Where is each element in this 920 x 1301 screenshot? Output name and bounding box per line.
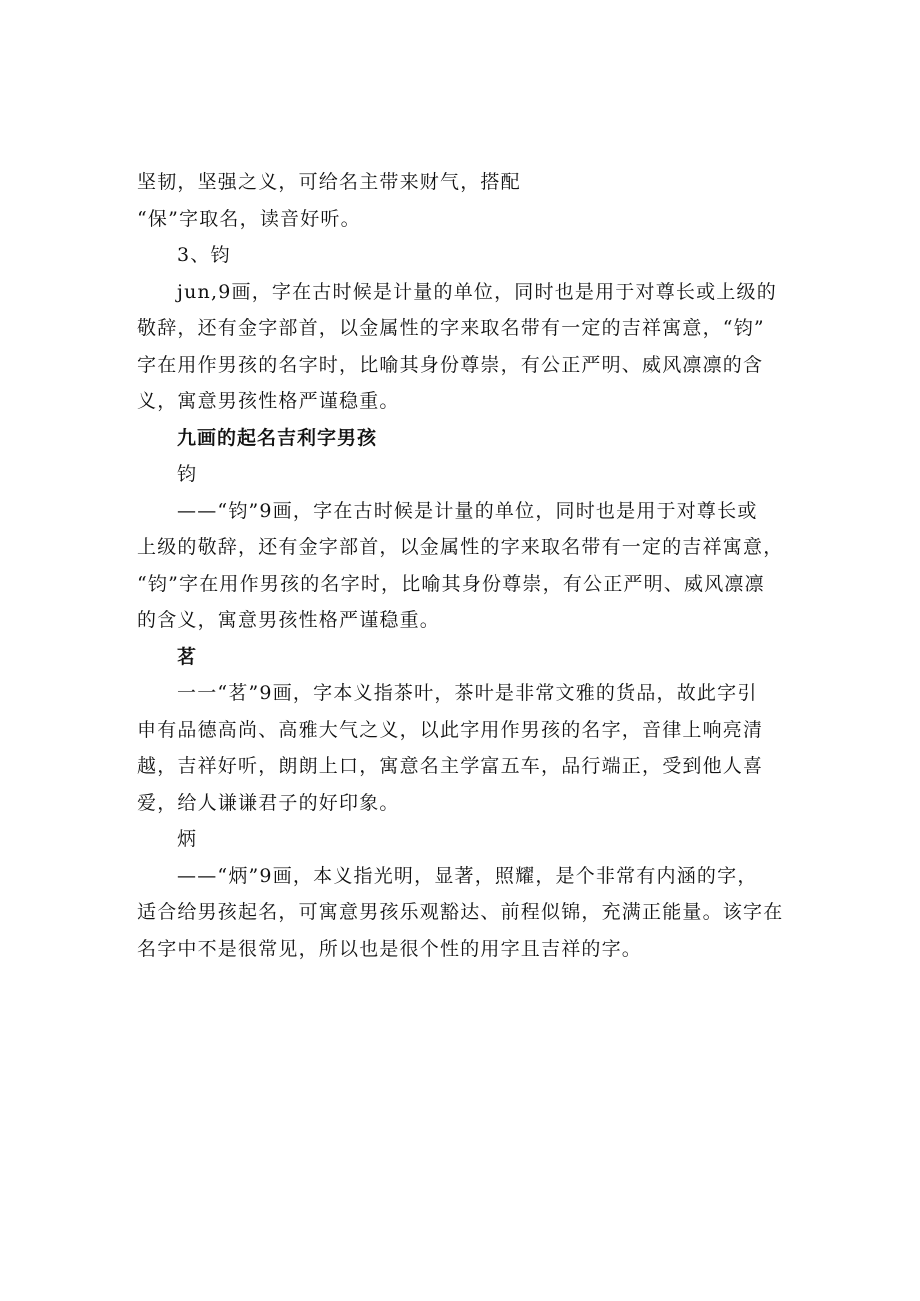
item-heading: 炳 xyxy=(177,828,198,850)
text-line: 义，寓意男孩性格严谨稳重。 xyxy=(137,390,400,412)
text-line: 名字中不是很常见，所以也是很个性的用字且吉祥的字。 xyxy=(137,937,643,960)
text-line: 敬辞，还有金字部首，以金属性的字来取名带有一定的吉祥寓意，“钧” xyxy=(137,317,765,339)
text-line: 申有品德高尚、高雅大气之义，以此字用作男孩的名字，音律上响亮清 xyxy=(137,718,764,741)
text-line: 越，吉祥好听，朗朗上口，寓意名主学富五车，品行端正，受到他人喜 xyxy=(137,755,764,777)
item-heading: 茗 xyxy=(177,645,198,668)
section-heading: 九画的起名吉利字男孩 xyxy=(177,426,378,449)
text-line: jun,9画，字在古时候是计量的单位，同时也是用于对尊长或上级的 xyxy=(177,280,777,303)
text-line: 上级的敬辞，还有金字部首，以金属性的字来取名带有一定的吉祥寓意， xyxy=(137,536,784,558)
item-heading: 钧 xyxy=(177,463,198,485)
text-line: 坚韧，坚强之义，可给名主带来财气，搭配 xyxy=(137,171,521,193)
text-line: 的含义，寓意男孩性格严谨稳重。 xyxy=(137,609,441,631)
text-line: ——“炳”9画，本义指光明，显著，照耀，是个非常有内涵的字， xyxy=(177,864,758,887)
text-line: “保”字取名，读音好听。 xyxy=(137,207,361,230)
text-line: ——“钧”9画，字在古时候是计量的单位，同时也是用于对尊长或 xyxy=(177,499,758,522)
item-heading: 3、钧 xyxy=(177,244,231,266)
text-line: 一一“茗”9画，字本义指茶叶，茶叶是非常文雅的货品，故此字引 xyxy=(177,682,758,704)
text-line: 适合给男孩起名，可寓意男孩乐观豁达、前程似锦，充满正能量。该字在 xyxy=(137,901,784,923)
text-line: 字在用作男孩的名字时，比喻其身份尊崇，有公正严明、威风凛凛的含 xyxy=(137,353,764,376)
text-line: “钧”字在用作男孩的名字时，比喻其身份尊崇，有公正严明、威风凛凛 xyxy=(137,572,765,595)
text-line: 爱，给人谦谦君子的好印象。 xyxy=(137,791,400,814)
document-body xyxy=(137,164,787,967)
